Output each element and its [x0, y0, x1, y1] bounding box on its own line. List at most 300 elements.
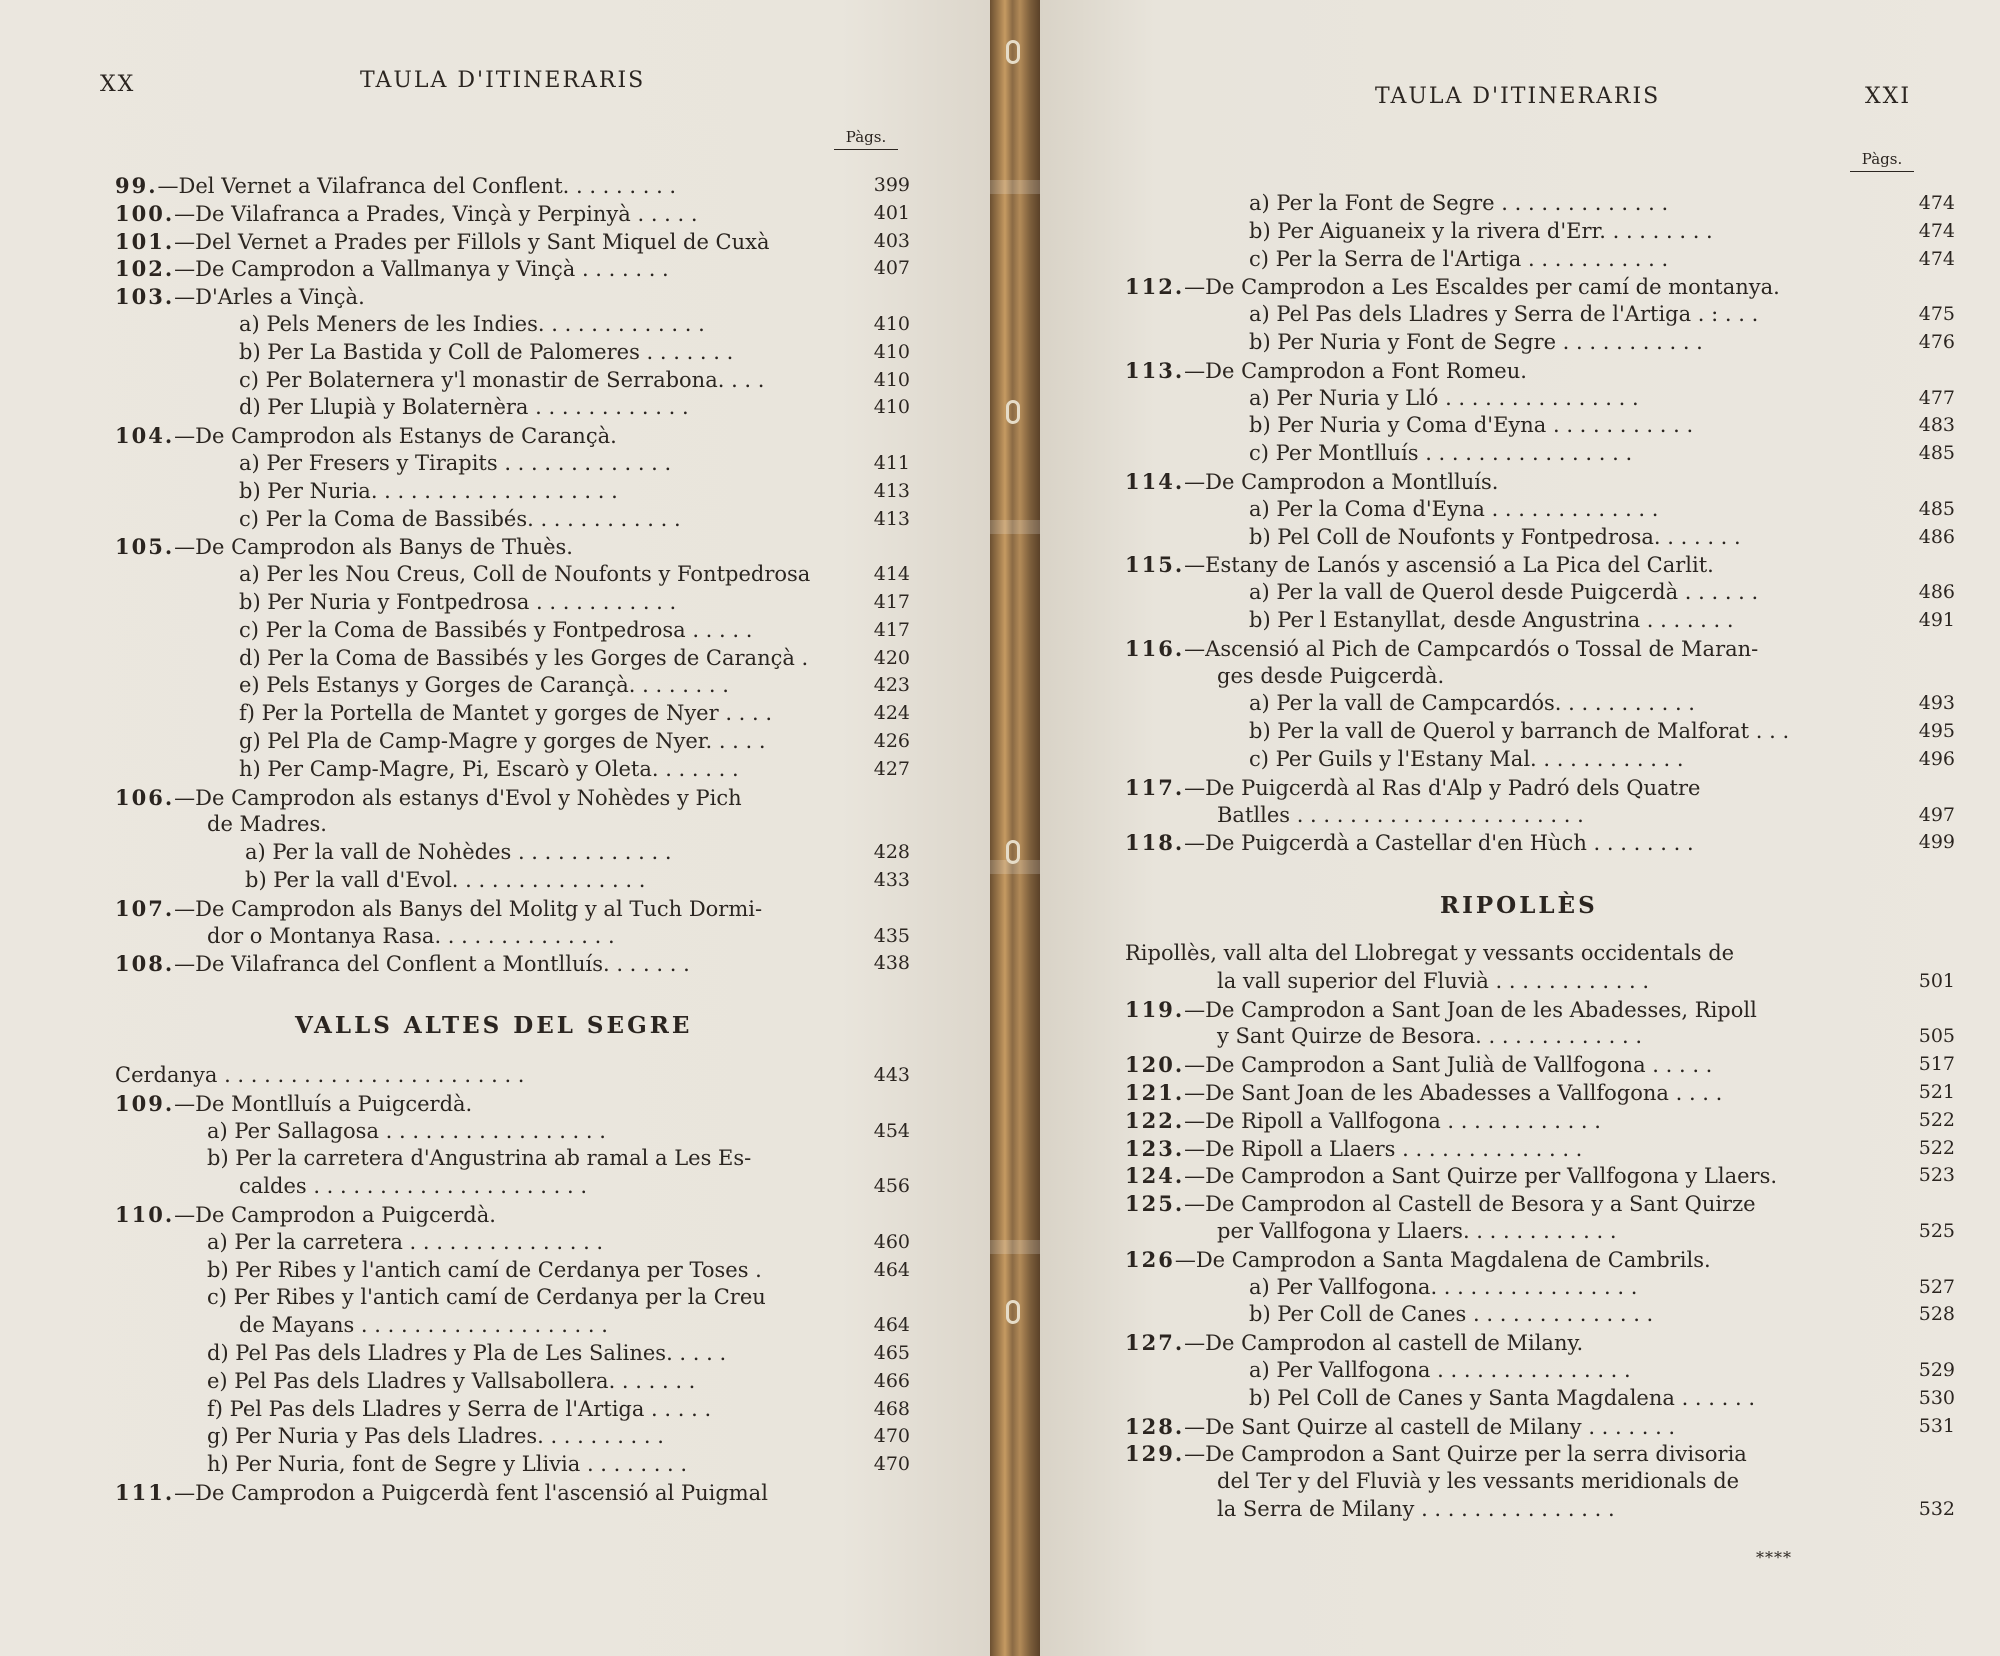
toc-entry: [1125, 1496, 1955, 1524]
toc-entry: [115, 1368, 910, 1396]
itinerary-title: caldes . . . . . . . . . . . . . . . . . . . . .: [239, 1174, 588, 1199]
itinerary-title: d) Per Llupià y Bolaternèra . . . . . . . . . . . .: [239, 395, 689, 420]
right-pags-label: Pàgs.: [1850, 150, 1914, 172]
toc-entry: [1125, 385, 1955, 413]
itinerary-title: a) Pels Meners de les Indies. . . . . . . . . . . . .: [239, 311, 705, 336]
page-number: 423: [873, 674, 910, 697]
page-number: 530: [1918, 1386, 1955, 1409]
itinerary-title: c) Per Guils y l'Estany Mal. . . . . . . . . . . .: [1249, 746, 1684, 771]
binding-thread: [1006, 840, 1020, 864]
toc-entry: [115, 450, 910, 478]
itinerary-number: 110.: [115, 1201, 175, 1227]
left-folio: XX: [100, 72, 136, 97]
itinerary-title: c) Per la Coma de Bassibés. . . . . . . . . . . .: [239, 506, 681, 531]
toc-entry: [115, 1340, 910, 1368]
itinerary-number: 108.: [115, 951, 175, 977]
itinerary-number: 103.: [115, 284, 175, 310]
toc-entry-text: [115, 756, 739, 784]
toc-entry-text: [115, 645, 808, 673]
itinerary-title: b) Per la vall de Querol y barranch de Malforat . . .: [1249, 719, 1790, 744]
page-number: 443: [873, 1064, 910, 1086]
toc-entry-text: [115, 1090, 472, 1119]
toc-entry: [115, 700, 910, 728]
itinerary-title: b) Per Nuria y Fontpedrosa . . . . . . . . . . .: [239, 589, 677, 614]
page-number: 465: [873, 1341, 910, 1364]
page-number: 497: [1918, 803, 1955, 826]
toc-entry-text: [1125, 246, 1668, 274]
itinerary-number: 129.: [1125, 1441, 1185, 1467]
left-toc-lower: [115, 1062, 910, 1507]
toc-entry: [1125, 468, 1955, 496]
page-number: 527: [1918, 1275, 1955, 1298]
toc-entry-text: [115, 450, 671, 478]
page-number: 433: [873, 868, 910, 891]
itinerary-title: —De Camprodon a Sant Joan de les Abadesses, Ripoll: [1184, 997, 1757, 1022]
itinerary-title: —De Camprodon a Vallmanya y Vinçà . . . . . . .: [174, 257, 669, 282]
toc-entry: [115, 839, 910, 867]
toc-entry-text: [115, 422, 617, 451]
binding-thread: [1006, 40, 1020, 64]
itinerary-number: 105.: [115, 534, 175, 560]
itinerary-number: 128.: [1125, 1413, 1185, 1439]
itinerary-number: 122.: [1125, 1107, 1185, 1133]
toc-entry-text: [115, 811, 327, 839]
itinerary-title: Batlles . . . . . . . . . . . . . . . . . . . . . .: [1217, 802, 1584, 827]
toc-entry-text: [1125, 1107, 1601, 1136]
toc-entry: [115, 867, 910, 895]
itinerary-title: b) Per la vall d'Evol. . . . . . . . . . . . . . .: [245, 867, 646, 892]
toc-entry-text: [115, 561, 810, 589]
toc-entry: [115, 672, 910, 700]
itinerary-title: per Vallfogona y Llaers. . . . . . . . . . . .: [1217, 1218, 1617, 1243]
toc-entry-text: [115, 1062, 524, 1090]
toc-entry: [115, 1062, 910, 1090]
page-number: 493: [1918, 692, 1955, 715]
toc-entry-text: [1125, 412, 1693, 440]
itinerary-title: a) Per Nuria y Lló . . . . . . . . . . . . . . .: [1249, 385, 1639, 410]
itinerary-title: a) Per Vallfogona . . . . . . . . . . . . . . .: [1249, 1357, 1631, 1382]
left-section-title: VALLS ALTES DEL SEGRE: [295, 1012, 693, 1039]
toc-entry: [115, 923, 910, 951]
toc-entry: [1125, 1023, 1955, 1051]
page-number: 420: [873, 646, 910, 669]
itinerary-title: —De Camprodon a Font Romeu.: [1184, 358, 1527, 383]
toc-entry: [115, 756, 910, 784]
toc-entry-text: [1125, 1385, 1755, 1413]
page-number: 413: [873, 507, 910, 530]
toc-entry: [115, 200, 910, 228]
itinerary-title: la vall superior del Fluvià . . . . . . . . . . . .: [1217, 968, 1650, 993]
itinerary-title: c) Per la Coma de Bassibés y Fontpedrosa . . . . .: [239, 617, 753, 642]
toc-entry-text: [115, 1118, 606, 1146]
toc-entry: [1125, 996, 1955, 1024]
toc-entry: [1125, 1468, 1955, 1496]
itinerary-title: c) Per Bolaternera y'l monastir de Serrabona. . . .: [239, 367, 765, 392]
binding-thread: [1006, 400, 1020, 424]
page-number: 528: [1918, 1303, 1955, 1326]
toc-entry-text: [115, 923, 615, 951]
toc-entry: [1125, 1218, 1955, 1246]
itinerary-title: —De Camprodon a Montlluís.: [1184, 469, 1499, 494]
toc-entry-text: [115, 672, 729, 700]
itinerary-title: —De Ripoll a Vallfogona . . . . . . . . . . . .: [1184, 1108, 1601, 1133]
toc-entry-text: [115, 1201, 496, 1230]
toc-entry-text: [115, 311, 705, 339]
toc-entry-text: [1125, 301, 1758, 329]
itinerary-title: —De Camprodon a Les Escaldes per camí de montanya.: [1184, 275, 1780, 300]
toc-entry-text: [115, 1145, 751, 1173]
itinerary-number: 107.: [115, 895, 175, 921]
page-number: 428: [873, 841, 910, 864]
binding-thread: [1006, 1300, 1020, 1324]
toc-entry-text: [1125, 1413, 1675, 1442]
toc-entry-text: [1125, 1468, 1739, 1496]
toc-entry-text: [115, 784, 742, 813]
toc-entry-text: [1125, 607, 1734, 635]
toc-entry: [115, 283, 910, 311]
toc-entry-text: [115, 839, 672, 867]
toc-entry: [115, 1312, 910, 1340]
page-number: 501: [1918, 969, 1955, 992]
itinerary-number: 125.: [1125, 1191, 1185, 1217]
toc-entry: [1125, 579, 1955, 607]
itinerary-title: a) Per la Font de Segre . . . . . . . . . . . . .: [1249, 191, 1669, 215]
toc-entry: [1125, 551, 1955, 579]
itinerary-title: —De Camprodon al Castell de Besora y a Sant Quirze: [1184, 1192, 1756, 1217]
itinerary-title: b) Per la carretera d'Angustrina ab ramal a Les Es-: [207, 1146, 752, 1171]
page-number: 495: [1918, 720, 1955, 743]
itinerary-number: 106.: [115, 784, 175, 810]
itinerary-title: a) Per Vallfogona. . . . . . . . . . . . . . . .: [1249, 1274, 1638, 1299]
itinerary-title: la Serra de Milany . . . . . . . . . . . . . . .: [1217, 1496, 1615, 1521]
toc-entry: [1125, 718, 1955, 746]
toc-entry: [115, 1090, 910, 1118]
toc-entry: [1125, 273, 1955, 301]
page-number: 531: [1918, 1414, 1955, 1437]
itinerary-title: b) Per Ribes y l'antich camí de Cerdanya per Toses .: [207, 1257, 762, 1282]
toc-entry-text: [115, 228, 770, 257]
toc-entry: [1125, 190, 1955, 218]
page-number: 517: [1918, 1053, 1955, 1076]
page-number: 523: [1918, 1164, 1955, 1187]
itinerary-title: de Madres.: [207, 812, 327, 837]
toc-entry: [1125, 635, 1955, 663]
toc-entry-text: [1125, 968, 1649, 996]
toc-entry-text: [1125, 635, 1758, 664]
itinerary-title: e) Pels Estanys y Gorges de Carançà. . . . . . . .: [239, 673, 729, 698]
toc-entry-text: [115, 867, 645, 895]
itinerary-title: b) Pel Coll de Noufonts y Fontpedrosa. . . . . . .: [1249, 524, 1741, 549]
page-number: 474: [1918, 247, 1955, 270]
toc-entry: [1125, 968, 1955, 996]
toc-entry: [115, 506, 910, 534]
itinerary-title: —Del Vernet a Vilafranca del Conflent. . . . . . . . .: [157, 174, 677, 198]
toc-entry-text: [1125, 1051, 1712, 1080]
toc-entry-text: [1125, 440, 1632, 468]
toc-entry: [1125, 774, 1955, 802]
page-number: 477: [1918, 386, 1955, 409]
itinerary-number: 111.: [115, 1479, 175, 1505]
toc-entry-text: [1125, 802, 1584, 830]
toc-entry-text: [1125, 385, 1639, 413]
left-page: [0, 0, 990, 1656]
toc-entry: [115, 589, 910, 617]
toc-entry: [1125, 440, 1955, 468]
itinerary-title: —De Camprodon als Banys del Molitg y al Tuch Dormi-: [174, 896, 763, 921]
toc-entry: [115, 728, 910, 756]
itinerary-number: 126: [1125, 1246, 1175, 1272]
itinerary-title: —De Vilafranca del Conflent a Montlluís. . . . . . .: [174, 952, 690, 977]
toc-entry-text: [115, 1173, 587, 1201]
page-number: 454: [873, 1119, 910, 1142]
toc-entry-text: [115, 1312, 608, 1340]
toc-entry-text: [115, 255, 669, 284]
toc-entry: [115, 1284, 910, 1312]
itinerary-title: —De Camprodon a Sant Quirze per Vallfogona y Llaers.: [1184, 1164, 1778, 1189]
toc-entry-text: [1125, 1301, 1653, 1329]
right-toc-lower: [1125, 940, 1955, 1524]
itinerary-title: c) Per Ribes y l'antich camí de Cerdanya per la Creu: [207, 1285, 766, 1310]
page-number: 475: [1918, 303, 1955, 326]
toc-entry: [1125, 802, 1955, 830]
page-number: 525: [1918, 1219, 1955, 1242]
itinerary-title: del Ter y del Fluvià y les vessants meridionals de: [1217, 1469, 1740, 1494]
toc-entry-text: [115, 1229, 603, 1257]
toc-entry-text: [115, 1423, 664, 1451]
itinerary-title: a) Pel Pas dels Lladres y Serra de l'Artiga . : . . .: [1249, 302, 1759, 327]
page-number: 486: [1918, 525, 1955, 548]
itinerary-title: b) Per Aiguaneix y la rivera d'Err. . . . . . . . .: [1249, 218, 1713, 243]
toc-entry: [115, 1118, 910, 1146]
itinerary-number: 113.: [1125, 357, 1185, 383]
itinerary-title: —De Camprodon a Sant Quirze per la serra divisoria: [1184, 1442, 1747, 1467]
left-toc-upper: [115, 172, 910, 978]
page-number: 401: [873, 201, 910, 224]
page-number: 468: [873, 1397, 910, 1420]
toc-entry-text: [115, 283, 365, 312]
toc-entry-text: [1125, 1329, 1583, 1358]
page-number: 470: [873, 1453, 910, 1476]
page-number: 485: [1918, 497, 1955, 520]
itinerary-title: —De Ripoll a Llaers . . . . . . . . . . . . . .: [1184, 1136, 1583, 1161]
toc-entry: [1125, 218, 1955, 246]
toc-entry-text: [115, 172, 676, 201]
page-number: 410: [873, 340, 910, 363]
itinerary-title: —Ascensió al Pich de Campcardós o Tossal de Maran-: [1184, 636, 1759, 661]
toc-entry: [115, 617, 910, 645]
toc-entry: [1125, 940, 1955, 968]
toc-entry: [1125, 690, 1955, 718]
toc-entry-text: [1125, 524, 1741, 552]
toc-entry-text: [1125, 1079, 1722, 1108]
itinerary-title: b) Per Nuria y Font de Segre . . . . . . . . . . .: [1249, 329, 1703, 354]
toc-entry-text: [1125, 1162, 1777, 1191]
itinerary-title: a) Per Sallagosa . . . . . . . . . . . . . . . . .: [207, 1118, 606, 1143]
toc-entry-text: [115, 506, 681, 534]
toc-entry: [1125, 1413, 1955, 1441]
itinerary-title: de Mayans . . . . . . . . . . . . . . . . . . .: [239, 1313, 608, 1338]
itinerary-number: 121.: [1125, 1079, 1185, 1105]
page-number: 410: [873, 396, 910, 419]
page-number: 411: [873, 451, 910, 474]
toc-entry: [115, 645, 910, 673]
itinerary-title: h) Per Nuria, font de Segre y Llivia . . . . . . . .: [207, 1452, 688, 1477]
toc-entry: [1125, 1051, 1955, 1079]
toc-entry-text: [115, 895, 762, 924]
toc-entry-text: [1125, 1190, 1756, 1219]
toc-entry: [115, 367, 910, 395]
page-number: 460: [873, 1230, 910, 1253]
toc-entry: [115, 1173, 910, 1201]
toc-entry: [115, 1451, 910, 1479]
right-toc-upper: [1125, 190, 1955, 857]
page-number: 435: [873, 924, 910, 947]
toc-entry-text: [1125, 718, 1789, 746]
page-number: 464: [873, 1258, 910, 1281]
toc-entry-text: [1125, 218, 1713, 246]
right-running-head: TAULA D'ITINERARIS: [1375, 84, 1661, 109]
toc-entry: [115, 1229, 910, 1257]
itinerary-title: —De Camprodon a Santa Magdalena de Cambrils.: [1174, 1247, 1711, 1272]
page-number: 485: [1918, 442, 1955, 465]
toc-entry: [115, 339, 910, 367]
itinerary-title: —De Camprodon als Banys de Thuès.: [174, 535, 573, 560]
toc-entry-text: [115, 1479, 768, 1508]
toc-entry: [115, 533, 910, 561]
toc-entry-text: [115, 200, 698, 229]
toc-entry: [1125, 357, 1955, 385]
toc-entry-text: [1125, 1496, 1615, 1524]
book-gutter: [990, 0, 1040, 1656]
itinerary-number: 109.: [115, 1090, 175, 1116]
toc-entry: [115, 561, 910, 589]
itinerary-title: c) Per la Serra de l'Artiga . . . . . . . . . . .: [1249, 246, 1669, 271]
itinerary-number: 104.: [115, 423, 175, 449]
toc-entry: [115, 311, 910, 339]
itinerary-number: 100.: [115, 200, 175, 226]
toc-entry: [1125, 1385, 1955, 1413]
itinerary-title: c) Per Montlluís . . . . . . . . . . . . . . . .: [1249, 441, 1633, 466]
toc-entry: [1125, 1329, 1955, 1357]
page-number: 438: [873, 952, 910, 975]
toc-entry: [115, 784, 910, 812]
toc-entry-text: [115, 394, 689, 422]
toc-entry-text: [1125, 190, 1668, 218]
end-mark: ****: [1756, 1548, 1792, 1567]
toc-entry: [115, 950, 910, 978]
toc-entry: [1125, 1301, 1955, 1329]
itinerary-title: g) Pel Pla de Camp-Magre y gorges de Nyer. . . . .: [239, 728, 766, 753]
toc-entry-text: [115, 339, 733, 367]
itinerary-title: Cerdanya . . . . . . . . . . . . . . . . . . . . . . .: [115, 1063, 525, 1087]
toc-entry: [1125, 246, 1955, 274]
itinerary-title: —De Camprodon als Estanys de Carançà.: [174, 424, 617, 449]
page-number: 532: [1918, 1497, 1955, 1520]
itinerary-title: a) Per la vall de Nohèdes . . . . . . . . . . . .: [245, 840, 672, 865]
itinerary-title: b) Per Coll de Canes . . . . . . . . . . . . . .: [1249, 1302, 1654, 1327]
toc-entry-text: [1125, 273, 1780, 302]
toc-entry: [115, 228, 910, 256]
itinerary-title: —De Camprodon a Sant Julià de Vallfogona . . . . .: [1184, 1053, 1713, 1078]
itinerary-number: 119.: [1125, 996, 1185, 1022]
itinerary-title: Ripollès, vall alta del Llobregat y vessants occidentals de: [1125, 941, 1735, 965]
toc-entry-text: [1125, 357, 1527, 386]
page-number: 521: [1918, 1080, 1955, 1103]
page-number: 410: [873, 312, 910, 335]
toc-entry: [115, 1396, 910, 1424]
page-number: 426: [873, 729, 910, 752]
itinerary-number: 120.: [1125, 1052, 1185, 1078]
page-number: 403: [873, 229, 910, 252]
toc-entry: [1125, 1357, 1955, 1385]
toc-entry-text: [1125, 1246, 1711, 1275]
itinerary-title: f) Per la Portella de Mantet y gorges de Nyer . . . .: [239, 701, 773, 726]
page-number: 417: [873, 618, 910, 641]
toc-entry-text: [1125, 746, 1684, 774]
toc-entry-text: [115, 1340, 726, 1368]
toc-entry-text: [1125, 1357, 1631, 1385]
toc-entry-text: [1125, 940, 1734, 968]
page-number: 466: [873, 1369, 910, 1392]
toc-entry: [115, 1145, 910, 1173]
left-running-head: TAULA D'ITINERARIS: [360, 68, 646, 93]
toc-entry: [1125, 1107, 1955, 1135]
toc-entry: [1125, 301, 1955, 329]
itinerary-title: a) Per Fresers y Tirapits . . . . . . . . . . . . .: [239, 450, 672, 475]
itinerary-title: —De Sant Joan de les Abadesses a Vallfogona . . . .: [1184, 1080, 1723, 1105]
itinerary-title: —De Camprodon al castell de Milany.: [1184, 1331, 1584, 1356]
page-number: 424: [873, 702, 910, 725]
toc-entry-text: [1125, 329, 1703, 357]
itinerary-title: —De Puigcerdà a Castellar d'en Hùch . . . . . . . .: [1184, 831, 1694, 856]
itinerary-title: —De Vilafranca a Prades, Vinçà y Perpinyà . . . . .: [174, 201, 698, 226]
toc-entry: [115, 1479, 910, 1507]
itinerary-title: d) Pel Pas dels Lladres y Pla de Les Salines. . . . .: [207, 1340, 727, 1365]
toc-entry: [1125, 829, 1955, 857]
toc-entry-text: [115, 533, 573, 562]
page-number: 417: [873, 590, 910, 613]
itinerary-title: —De Montlluís a Puigcerdà.: [174, 1091, 473, 1116]
itinerary-title: —De Camprodon a Puigcerdà.: [174, 1202, 496, 1227]
page-number: 414: [873, 563, 910, 586]
toc-entry: [1125, 524, 1955, 552]
itinerary-title: —De Sant Quirze al castell de Milany . . . . . . .: [1184, 1414, 1676, 1439]
toc-entry: [1125, 1246, 1955, 1274]
itinerary-number: 102.: [115, 256, 175, 282]
right-section-title: RIPOLLÈS: [1440, 892, 1598, 919]
toc-entry: [1125, 1079, 1955, 1107]
toc-entry: [115, 255, 910, 283]
page-number: 470: [873, 1425, 910, 1448]
itinerary-title: ges desde Puigcerdà.: [1217, 663, 1445, 688]
right-folio: XXI: [1865, 84, 1912, 109]
toc-entry: [115, 1201, 910, 1229]
toc-entry-text: [1125, 1023, 1642, 1051]
toc-entry-text: [1125, 1274, 1637, 1302]
page-number: 410: [873, 368, 910, 391]
toc-entry-text: [115, 1396, 711, 1424]
itinerary-number: 123.: [1125, 1135, 1185, 1161]
itinerary-title: d) Per la Coma de Bassibés y les Gorges de Carançà .: [239, 645, 809, 670]
toc-entry: [1125, 1135, 1955, 1163]
toc-entry-text: [1125, 774, 1700, 803]
itinerary-title: —De Camprodon a Puigcerdà fent l'ascensió al Puigmal: [174, 1480, 768, 1505]
page-number: 505: [1918, 1025, 1955, 1048]
itinerary-title: a) Per les Nou Creus, Coll de Noufonts y Fontpedrosa: [239, 562, 811, 587]
toc-entry: [1125, 1162, 1955, 1190]
itinerary-title: b) Per l Estanyllat, desde Angustrina . . . . . . .: [1249, 607, 1734, 632]
toc-entry-text: [1125, 496, 1658, 524]
